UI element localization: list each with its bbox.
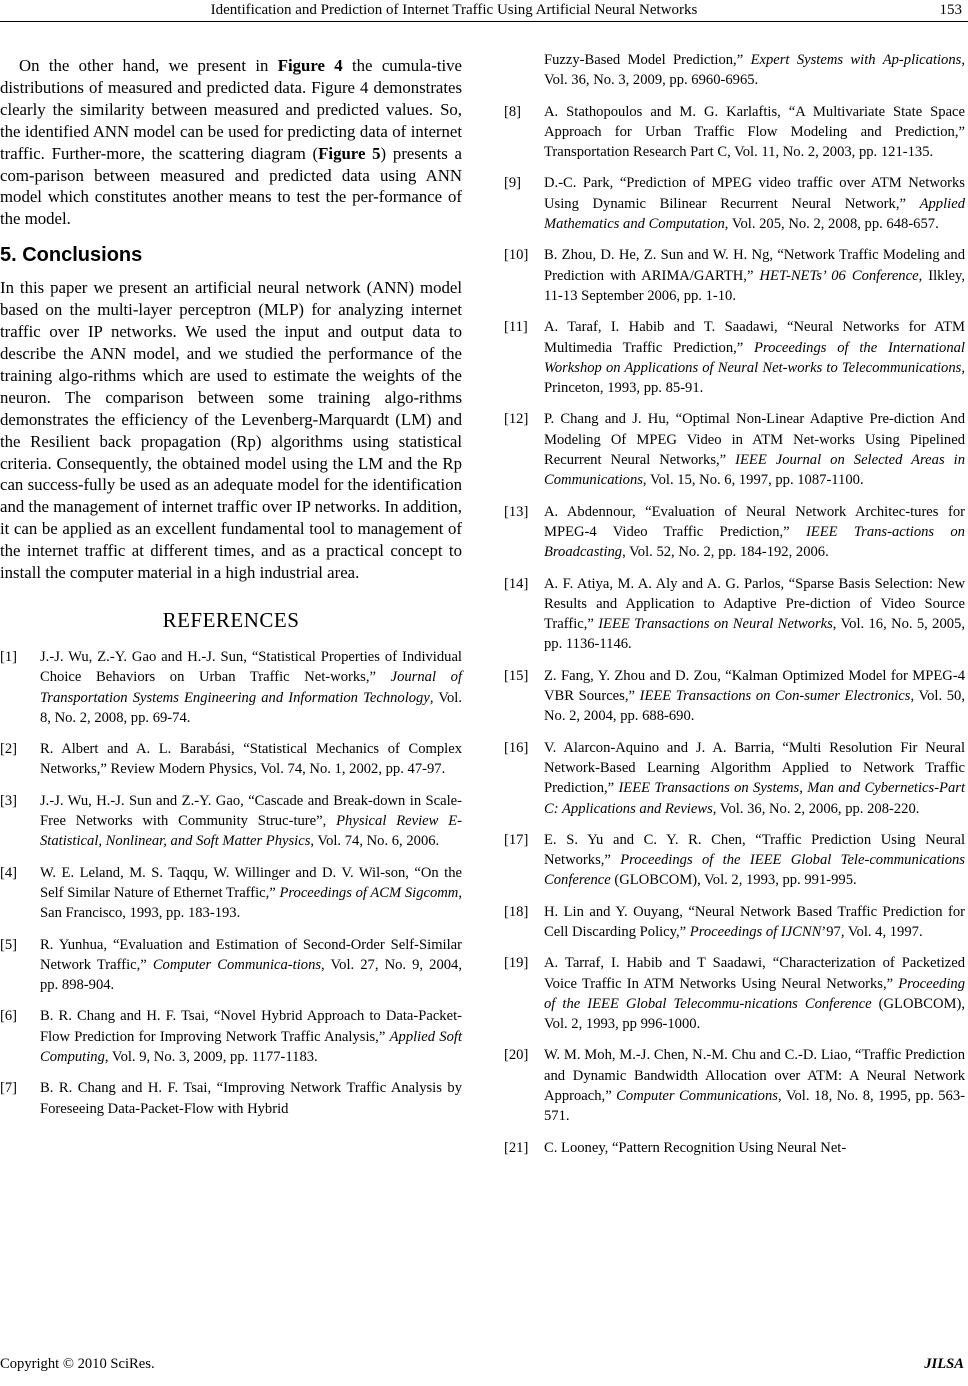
reference-details: (GLOBCOM), Vol. 2, 1993, pp 996-1000.: [544, 995, 965, 1033]
reference-text: D.-C. Park, “Prediction of MPEG video traffic over ATM Networks Using Dynamic Bilinear Recurrent Neural Network,”: [544, 175, 965, 212]
reference-number: [18]: [504, 903, 529, 920]
reference-number: [10]: [504, 247, 529, 264]
reference-number: [14]: [504, 575, 529, 592]
figure-5-ref: Figure 5: [318, 143, 381, 163]
reference-details: , Vol. 36, No. 2, 2006, pp. 208-220.: [712, 800, 920, 817]
reference-item: [504, 574, 965, 655]
reference-details: , Vol. 15, No. 6, 1997, pp. 1087-1100.: [642, 472, 864, 489]
reference-item: [504, 502, 965, 563]
reference-text: W. M. Moh, M.-J. Chen, N.-M. Chu and C.-D. Liao, “Traffic Prediction and Dynamic Bandwidth Allocation over ATM: A Neural Network Approach,”: [544, 1047, 965, 1105]
reference-text: B. Zhou, D. He, Z. Sun and W. H. Ng, “Network Traffic Modeling and Prediction with ARIMA/GARTH,”: [544, 247, 965, 284]
reference-venue: Computer Communica-tions: [152, 956, 322, 973]
reference-venue: IEEE Transactions on Systems, Man and Cybernetics-Part C: Applications and Reviews: [544, 780, 965, 817]
running-title: Identification and Prediction of Internet Traffic Using Artificial Neural Networks: [210, 2, 698, 18]
running-head: [0, 0, 968, 22]
references-list-right: [504, 102, 965, 1158]
reference-text: W. E. Leland, M. S. Taqqu, W. Willinger and D. V. Wil-son, “On the Self Similar Nature of Ethernet Traffic,”: [40, 864, 462, 901]
reference-number: [5]: [0, 936, 18, 953]
reference-item: [504, 102, 965, 163]
reference-details: (GLOBCOM), Vol. 2, 1993, pp. 991-995.: [610, 872, 857, 889]
reference-text: V. Alarcon-Aquino and J. A. Barria, “Multi Resolution Fir Neural Network-Based Learning Algorithm Applied to Network Traffic Prediction,”: [544, 739, 965, 797]
reference-item: [504, 317, 965, 398]
header-rule: [0, 21, 968, 22]
references-heading: REFERENCES: [162, 607, 300, 632]
reference-text: A. F. Atiya, M. A. Aly and A. G. Parlos, “Sparse Basis Selection: New Results and Application to Adaptive Pre-diction of Video Source Traffic,”: [544, 575, 965, 633]
reference-item: [0, 739, 462, 780]
reference-number: [8]: [504, 103, 522, 120]
intro-text-3: ) presents a com-parison between measured and predicted data using ANN model which constitutes another means to test the per-formance of the model.: [0, 143, 462, 229]
reference-details: , Ilkley, 11-13 September 2006, pp. 1-10.: [544, 267, 965, 304]
reference-text: R. Yunhua, “Evaluation and Estimation of Second-Order Self-Similar Network Traffic,”: [40, 936, 462, 973]
reference-details: , Vol. 52, No. 2, pp. 184-192, 2006.: [622, 544, 829, 561]
reference-text: Fuzzy-Based Model Prediction,”: [544, 52, 751, 68]
reference-text: A. Taraf, I. Habib and T. Saadawi, “Neural Networks for ATM Multimedia Traffic Prediction,”: [544, 319, 965, 356]
reference-item: [504, 738, 965, 819]
reference-venue: Physical Review E-Statistical, Nonlinear, and Soft Matter Physics: [40, 813, 462, 850]
reference-number: [12]: [504, 411, 529, 428]
reference-venue: IEEE Journal on Selected Areas in Communications: [544, 452, 965, 489]
reference-item: [504, 902, 965, 943]
intro-text-1: On the other hand, we present in: [19, 56, 278, 75]
journal-name: JILSA: [924, 1356, 964, 1372]
reference-text: Z. Fang, Y. Zhou and D. Zou, “Kalman Optimized Model for MPEG-4 VBR Sources,”: [544, 667, 965, 705]
reference-item: [504, 173, 965, 234]
reference-details: , San Francisco, 1993, pp. 183-193.: [40, 884, 462, 922]
reference-text: C. Looney, “Pattern Recognition Using Neural Net-: [544, 1139, 847, 1156]
reference-number: [3]: [0, 792, 18, 809]
intro-paragraph: [0, 55, 462, 230]
reference-item: [0, 791, 462, 852]
reference-details: , Vol. 36, No. 3, 2009, pp. 6960-6965.: [544, 52, 965, 89]
reference-details: , Vol. 50, No. 2, 2004, pp. 688-690.: [544, 688, 965, 725]
intro-text-2: the cumula-tive distributions of measured and predicted data. Figure 4 demonstrates clearly the similarity between measured and predicted values. So, the identified ANN model can be used for predicting data of internet traffic. Further-more, the scattering diagram (: [0, 56, 462, 163]
reference-venue: Computer Communications: [616, 1088, 778, 1105]
reference-item: [504, 409, 965, 490]
reference-number: [13]: [504, 503, 529, 520]
reference-number: [2]: [0, 741, 18, 758]
reference-item: [504, 245, 965, 306]
reference-text: A. Tarraf, I. Habib and T Saadawi, “Characterization of Packetized Voice Traffic In ATM Networks Using Neural Networks,”: [544, 955, 965, 992]
reference-venue: Proceedings of ACM Sigcomm: [279, 884, 459, 901]
reference-details: , Vol. 16, No. 5, 2005, pp. 1136-1146.: [544, 616, 965, 653]
reference-details: , Vol. 27, No. 9, 2004, pp. 898-904.: [40, 956, 462, 994]
reference-number: [1]: [0, 648, 18, 665]
reference-text: J.-J. Wu, H.-J. Sun and Z.-Y. Gao, “Cascade and Break-down in Scale-Free Networks with Community Struc-ture”,: [40, 792, 462, 830]
reference-item: [0, 935, 462, 996]
reference-item: [0, 1006, 462, 1067]
reference-text: A. Abdennour, “Evaluation of Neural Network Architec-tures for MPEG-4 Video Traffic Prediction,”: [544, 503, 965, 540]
page-number: 153: [939, 2, 962, 18]
reference-number: [21]: [504, 1139, 529, 1156]
reference-text: P. Chang and J. Hu, “Optimal Non-Linear Adaptive Pre-diction And Modeling Of MPEG Video in ATM Net-works Using Pipelined Recurrent Neural Networks,”: [544, 411, 965, 469]
reference-number: [16]: [504, 739, 529, 756]
reference-number: [19]: [504, 955, 529, 972]
reference-venue: IEEE Trans-actions on Broadcasting: [544, 523, 965, 561]
reference-venue: Expert Systems with Ap-plications: [750, 52, 962, 68]
reference-details: , Vol. 18, No. 8, 1995, pp. 563-571.: [544, 1088, 965, 1125]
reference-text: B. R. Chang and H. F. Tsai, “Improving Network Traffic Analysis by Foreseeing Data-Packet-Flow with Hybrid: [40, 1080, 462, 1117]
reference-details: , Vol. 8, No. 2, 2008, pp. 69-74.: [40, 689, 462, 726]
reference-text: H. Lin and Y. Ouyang, “Neural Network Based Traffic Prediction for Cell Discarding Policy,”: [544, 903, 965, 940]
reference-venue: Applied Soft Computing: [40, 1028, 462, 1065]
reference-text: R. Albert and A. L. Barabási, “Statistical Mechanics of Complex Networks,” Review Modern Physics, Vol. 74, No. 1, 2002, pp. 47-97.: [40, 741, 462, 778]
reference-venue: Applied Mathematics and Computation: [544, 195, 965, 233]
reference-number: [15]: [504, 667, 529, 684]
reference-venue: IEEE Transactions on Neural Networks: [598, 616, 833, 633]
reference-number: [9]: [504, 175, 522, 192]
reference-text: A. Stathopoulos and M. G. Karlaftis, “A Multivariate State Space Approach for Urban Traffic Flow Modeling and Prediction,” Transportation Research Part C, Vol. 11, No. 2, 2003, pp. 121-135.: [544, 103, 965, 161]
reference-item: [0, 647, 462, 728]
reference-text: E. S. Yu and C. Y. R. Chen, “Traffic Prediction Using Neural Networks,”: [544, 831, 965, 869]
reference-details: , Vol. 205, No. 2, 2008, pp. 648-657.: [724, 216, 939, 233]
reference-number: [4]: [0, 864, 18, 881]
references-list-left: [0, 647, 462, 1119]
reference-number: [11]: [504, 319, 528, 336]
reference-number: [20]: [504, 1047, 529, 1064]
reference-details: , Princeton, 1993, pp. 85-91.: [544, 359, 965, 397]
reference-venue: Proceedings of the IEEE Global Tele-communications Conference: [544, 852, 965, 889]
reference-item: [504, 1045, 965, 1126]
reference-venue: Proceedings of IJCNN: [689, 923, 822, 940]
reference-item: [504, 1138, 965, 1158]
reference-venue: IEEE Transactions on Con-sumer Electronics: [639, 688, 911, 705]
reference-item: [0, 863, 462, 924]
reference-item: [504, 830, 965, 891]
reference-item: [504, 953, 965, 1034]
right-column: [504, 50, 965, 1169]
reference-continuation: [504, 50, 965, 91]
left-column: [0, 55, 462, 1130]
copyright-notice: Copyright © 2010 SciRes.: [0, 1356, 155, 1372]
reference-item: [0, 1078, 462, 1119]
reference-item: [504, 666, 965, 727]
reference-details: ’97, Vol. 4, 1997.: [821, 923, 923, 940]
reference-venue: HET-NETs’ 06 Conference: [759, 267, 919, 284]
reference-venue: Proceeding of the IEEE Global Telecommu-nications Conference: [544, 975, 965, 1012]
conclusions-paragraph: In this paper we present an artificial neural network (ANN) model based on the multi-layer perceptron (MLP) for analyzing internet traffic over IP networks. We used the input and output data to describe the ANN model, and we studied the performance of the training algo-rithms which are used to estimate the weights of the neuron. The comparison between some training algo-rithms demonstrates the efficiency of the Levenberg-Marquardt (LM) and the Resilient back propagation (Rp) algorithms using statistical criteria. Consequently, the obtained model using the LM and the Rp can success-fully be used as an adequate model for the identification and the management of internet traffic over IP networks. In addition, it can be applied as an excellent fundamental tool to management of the internet traffic at different times, and as a practical concept to install the computer material in a high industrial area.: [0, 278, 462, 583]
reference-number: [7]: [0, 1080, 18, 1097]
reference-number: [17]: [504, 831, 529, 848]
reference-number: [6]: [0, 1008, 18, 1025]
reference-venue: Proceedings of the International Workshop on Applications of Neural Net-works to Telecommunications: [544, 339, 965, 376]
reference-details: , Vol. 9, No. 3, 2009, pp. 1177-1183.: [104, 1048, 318, 1065]
reference-details: , Vol. 74, No. 6, 2006.: [310, 833, 440, 850]
reference-text: J.-J. Wu, Z.-Y. Gao and H.-J. Sun, “Statistical Properties of Individual Choice Behaviors on Urban Traffic Net-works,”: [40, 648, 462, 686]
reference-venue: Journal of Transportation Systems Engineering and Information Technology: [40, 669, 462, 706]
conclusions-heading: 5. Conclusions: [0, 244, 143, 267]
reference-text: B. R. Chang and H. F. Tsai, “Novel Hybrid Approach to Data-Packet-Flow Prediction for Improving Network Traffic Analysis,”: [40, 1008, 462, 1045]
figure-4-ref: Figure 4: [277, 56, 343, 75]
